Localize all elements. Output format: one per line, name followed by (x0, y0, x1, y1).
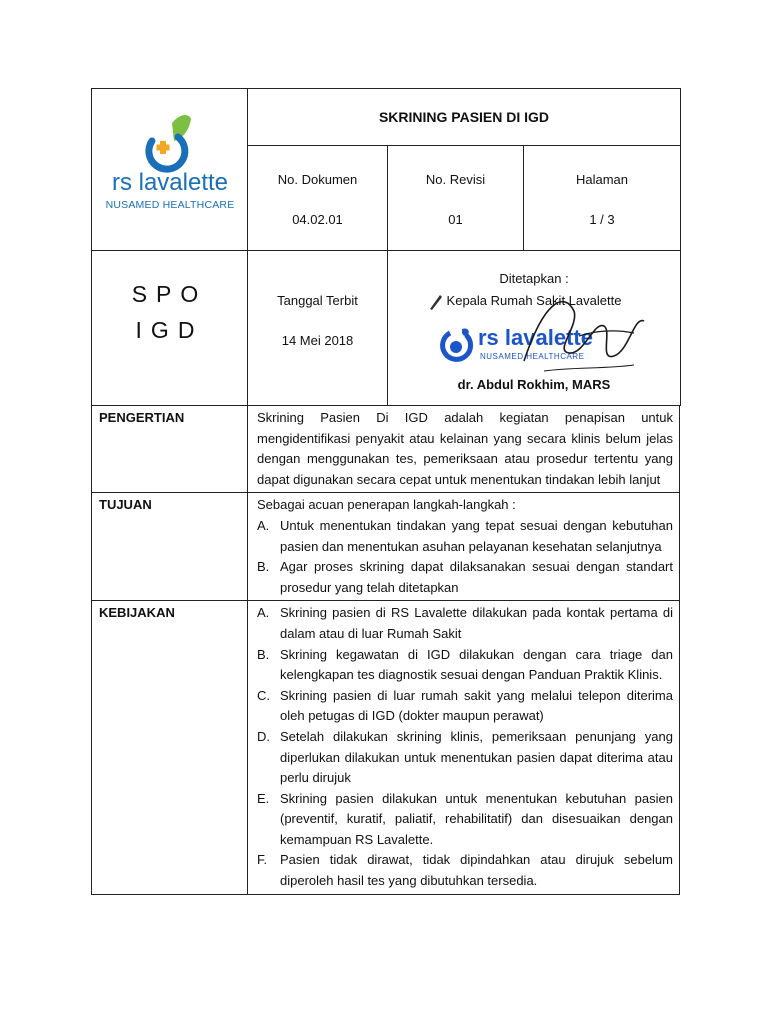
list-item (257, 789, 673, 851)
pengertian-row (92, 406, 680, 493)
no-dokumen-cell (248, 146, 388, 251)
list-item (257, 686, 673, 727)
spo-document (91, 88, 680, 895)
list-item (257, 603, 673, 644)
spo-cell (92, 251, 248, 406)
header-table (91, 88, 681, 406)
list-text: Agar proses skrining dapat dilaksanakan sesuai dengan standart prosedur yang telah ditetapkan (280, 559, 673, 595)
list-text: Untuk menentukan tindakan yang tepat sesuai dengan kebutuhan pasien dan menentukan asuhan pelayanan kesehatan selanjutnya (280, 517, 673, 554)
list-marker: B. (257, 559, 270, 575)
pengertian-text: Skrining Pasien Di IGD adalah kegiatan penapisan untuk mengidentifikasi penyakit atau kelainan yang secara klinis belum jelas dengan menggunakan tes, pemeriksaan atau prosedur tertentu yang dapat digunakan secara cepat untuk menentukan tindakan lebih lanjut (248, 406, 680, 493)
no-revisi-value: 01 (448, 212, 463, 227)
logo-cell (92, 89, 248, 251)
list-text: Setelah dilakukan skrining klinis, pemeriksaan penunjang yang diperlukan dilakukan untuk menentukan pasien dapat diterima atau perlu dirujuk (280, 728, 673, 786)
halaman-label: Halaman (575, 172, 629, 187)
list-marker: A. (257, 517, 270, 533)
list-marker: B. (257, 646, 270, 662)
list-text: Skrining pasien di luar rumah sakit yang melalui telepon diterima oleh petugas di IGD (dokter maupun perawat) (280, 687, 673, 724)
kebijakan-label: KEBIJAKAN (92, 601, 248, 894)
igd-label: IGD (135, 317, 204, 343)
tujuan-row (92, 493, 680, 601)
spo-label: SPO (131, 281, 208, 307)
tanggal-terbit-cell (248, 251, 388, 406)
ditetapkan-label: Ditetapkan : (499, 271, 569, 286)
signer-name: dr. Abdul Rokhim, MARS (457, 377, 611, 392)
halaman-cell (524, 146, 681, 251)
list-item (257, 850, 673, 891)
tujuan-label: TUJUAN (92, 493, 248, 601)
tanggal-terbit-value: 14 Mei 2018 (281, 333, 354, 348)
pengertian-label: PENGERTIAN (92, 406, 248, 493)
list-item (257, 516, 673, 557)
content-table (91, 405, 680, 895)
stamp-subtitle: NUSAMED HEALTHCARE (480, 352, 585, 361)
kepala-label: Kepala Rumah Sakit Lavalette (446, 293, 622, 308)
kebijakan-content (248, 601, 680, 894)
ditetapkan-cell (388, 251, 681, 406)
list-marker: A. (257, 605, 270, 621)
list-text: Pasien tidak dirawat, tidak dipindahkan atau dirujuk sebelum diperoleh hasil tes yang dibutuhkan tersedia. (280, 852, 673, 889)
logo-subtitle: NUSAMED HEALTHCARE (105, 199, 235, 211)
list-item (257, 557, 673, 598)
list-text: Skrining kegawatan di IGD dilakukan dengan cara triage dan kelengkapan tes diagnostik sesuai dengan Panduan Praktik Klinis. (280, 646, 673, 683)
list-text: Skrining pasien dilakukan untuk menentukan kebutuhan pasien (preventif, kuratif, paliatif, rehabilitatif) dan disesuaikan dengan kemampuan RS Lavalette. (280, 790, 673, 847)
no-revisi-label: No. Revisi (425, 172, 486, 187)
tanggal-terbit-label: Tanggal Terbit (277, 293, 358, 308)
list-item (257, 727, 673, 789)
no-dokumen-value: 04.02.01 (292, 212, 343, 227)
tujuan-content (248, 493, 680, 601)
no-revisi-cell (388, 146, 524, 251)
list-marker: C. (257, 687, 270, 703)
list-marker: E. (257, 790, 270, 806)
halaman-value: 1 / 3 (589, 212, 615, 227)
logo-name: rs lavalette (111, 169, 229, 196)
list-item (257, 645, 673, 686)
list-marker: D. (257, 728, 270, 744)
stamp-logo-icon (436, 325, 476, 365)
kebijakan-row (92, 601, 680, 894)
tujuan-intro: Sebagai acuan penerapan langkah-langkah : (257, 497, 516, 513)
no-dokumen-label: No. Dokumen (277, 172, 358, 187)
document-title: SKRINING PASIEN DI IGD (248, 89, 681, 146)
list-marker: F. (257, 852, 268, 868)
signature-icon (484, 281, 684, 381)
list-text: Skrining pasien di RS Lavalette dilakukan pada kontak pertama di dalam atau di luar Rumah Sakit (280, 605, 673, 641)
stamp-name: rs lavalette (478, 325, 593, 350)
pen-icon (428, 291, 444, 311)
